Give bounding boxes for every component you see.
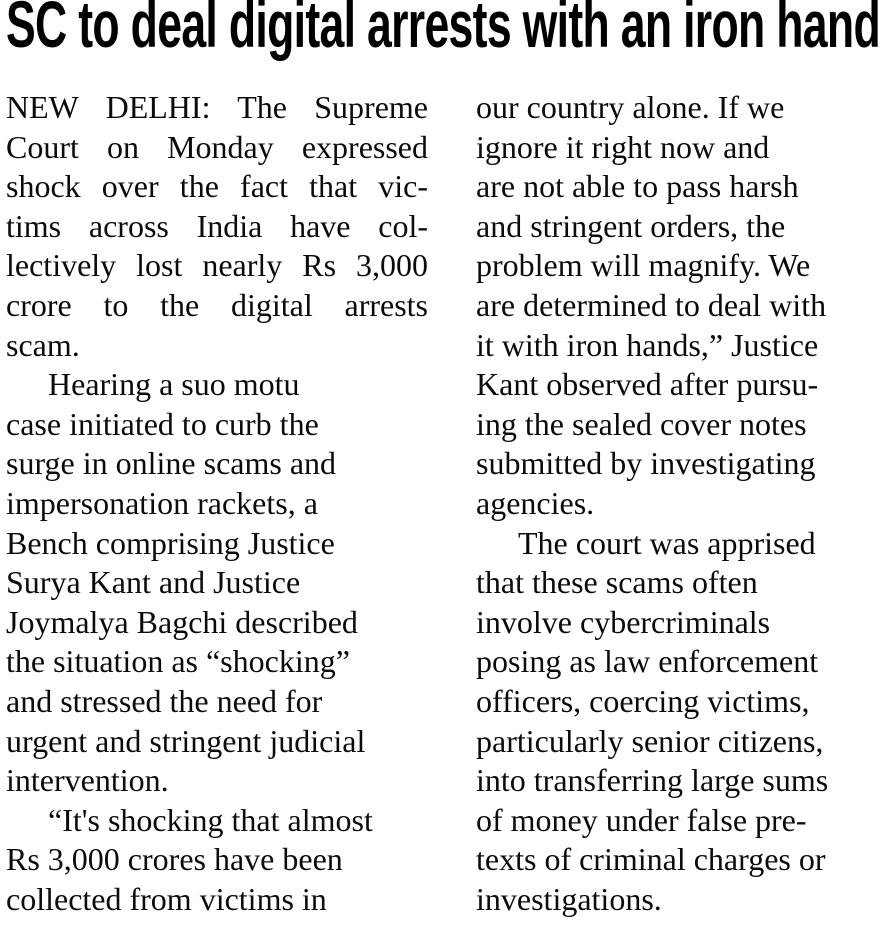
text-line: submitted by investigating [476, 445, 816, 482]
text-line: NEW DELHI: The Supreme [6, 89, 428, 125]
headline [6, 0, 886, 61]
text-line: it with iron hands,” Justice [476, 326, 819, 363]
text-line: lectively lost nearly Rs 3,000 [6, 247, 428, 284]
text-line: investigations. [476, 880, 662, 917]
text-line: and stressed the need for [6, 682, 323, 719]
text-line: officers, coercing victims, [476, 682, 810, 719]
text-line: urgent and stringent judicial [6, 722, 366, 759]
article-column-1 [6, 88, 428, 919]
text-line: crore to the digital arrests [6, 286, 428, 323]
text-line: particularly senior citizens, [476, 722, 824, 759]
text-line: that these scams often [476, 564, 758, 601]
text-line: and stringent orders, the [476, 207, 786, 244]
text-line: agencies. [476, 484, 595, 521]
text-line: involve cybercriminals [476, 603, 771, 640]
text-line: our country alone. If we [476, 89, 785, 125]
text-line: surge in online scams and [6, 445, 337, 482]
text-line: scam. [6, 326, 80, 363]
text-line: posing as law enforcement [476, 643, 819, 680]
text-line: are determined to deal with [476, 286, 827, 323]
text-line: are not able to pass harsh [476, 168, 799, 205]
text-line: Kant observed after pursu- [476, 366, 819, 403]
text-line: tims across India have col- [6, 207, 428, 244]
text-line: Rs 3,000 crores have been [6, 841, 343, 878]
text-line: ing the sealed cover notes [476, 405, 807, 442]
text-line: the situation as “shocking” [6, 643, 350, 680]
text-line: Surya Kant and Justice [6, 564, 301, 601]
text-line: Court on Monday expressed [6, 128, 428, 165]
text-line: of money under false pre- [476, 801, 807, 838]
text-line: texts of criminal charges or [476, 841, 826, 878]
article-column-2 [476, 88, 882, 919]
text-line: Hearing a suo motu [48, 366, 300, 403]
text-line: Bench comprising Justice [6, 524, 335, 561]
text-line: collected from victims in [6, 880, 327, 917]
text-line: impersonation rackets, a [6, 484, 318, 521]
text-line: ignore it right now and [476, 128, 770, 165]
text-line: “It's shocking that almost [48, 801, 373, 838]
text-line: problem will magnify. We [476, 247, 811, 284]
text-line: case initiated to curb the [6, 405, 319, 442]
text-line: Joymalya Bagchi described [6, 603, 358, 640]
text-line: shock over the fact that vic- [6, 168, 428, 205]
text-line: intervention. [6, 762, 169, 799]
headline-text: SC to deal digital arrests with an iron hand [6, 0, 880, 61]
article-body [6, 88, 882, 919]
text-line: The court was apprised [518, 524, 816, 561]
text-line: into transferring large sums [476, 762, 829, 799]
